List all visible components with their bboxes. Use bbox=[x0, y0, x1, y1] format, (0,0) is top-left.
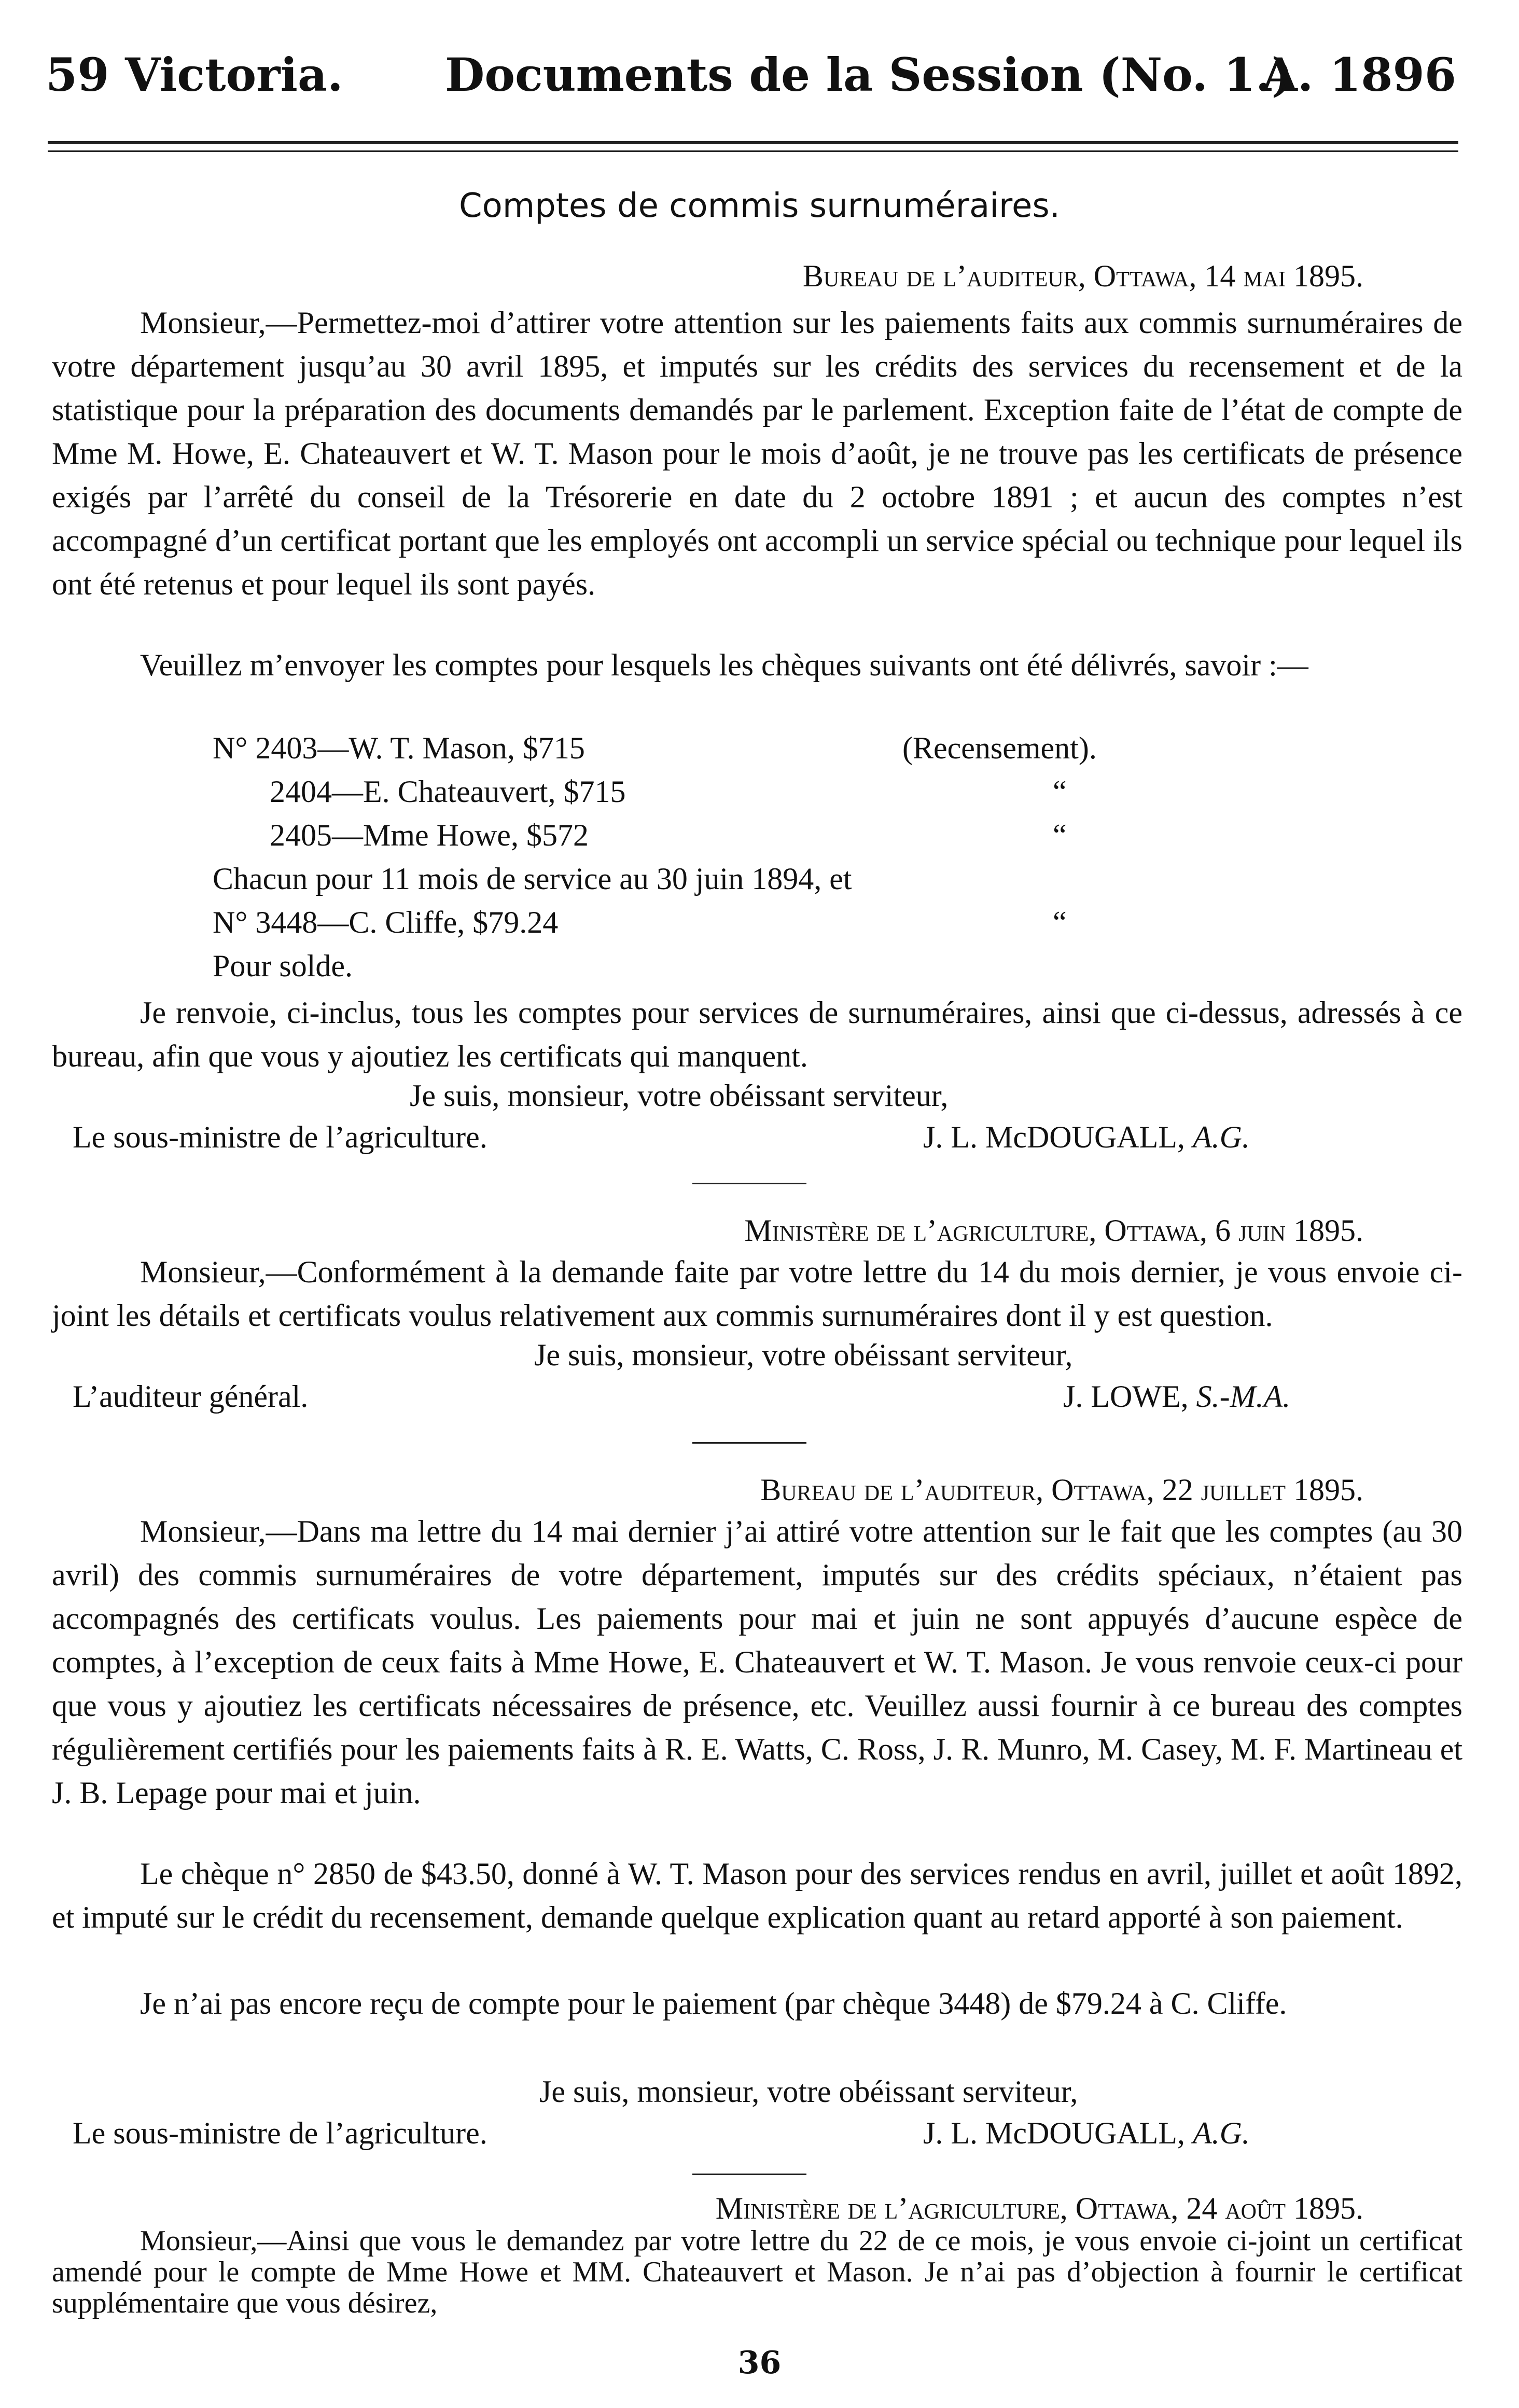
letter-1-signature bbox=[923, 1115, 1250, 1159]
signature-title: S.-M.A. bbox=[1196, 1379, 1291, 1414]
letter-2-signature bbox=[1063, 1375, 1290, 1418]
signature-name: J. LOWE, bbox=[1063, 1379, 1196, 1414]
letter-1-closing: Je suis, monsieur, votre obéissant serviteur, bbox=[410, 1078, 949, 1113]
signature-name: J. L. McDOUGALL, bbox=[923, 1120, 1193, 1154]
letter-2-closing: Je suis, monsieur, votre obéissant serviteur, bbox=[534, 1338, 1073, 1372]
cheque-line: Chacun pour 11 mois de service au 30 juin 1894, et bbox=[213, 862, 852, 896]
letter-1-paragraph-1: Monsieur,—Permettez-moi d’attirer votre attention sur les paiements faits aux commis surnuméraires de votre département jusqu’au 30 avril 1895, et imputés sur les crédits des services du recensement et de la statistique pour la préparation des documents demandés par le parlement. Exception faite de l’état de compte de Mme M. Howe, E. Chateauvert et W. T. Mason pour le mois d’août, je ne trouve pas les certificats de présence exigés par l’arrêté du conseil de la Trésorerie en date du 2 octobre 1891 ; et aucun des comptes n’est accompagné d’un certificat portant que les employés ont accompli un service spécial ou technique pour lequel ils ont été retenus et pour lequel ils sont payés. bbox=[52, 306, 1462, 601]
letter-3-dateline: Bureau de l’auditeur, Ottawa, 22 juillet 1895. bbox=[760, 1473, 1363, 1507]
letter-3-signature bbox=[923, 2111, 1250, 2155]
cheque-line: N° 3448—C. Cliffe, $79.24 bbox=[213, 905, 559, 939]
signature-title: A.G. bbox=[1192, 1120, 1250, 1154]
header-rule bbox=[48, 141, 1458, 144]
section-divider bbox=[692, 2174, 806, 2175]
cheque-line: Pour solde. bbox=[213, 949, 353, 983]
running-header bbox=[46, 48, 1456, 120]
letter-2-paragraph-1: Monsieur,—Conformément à la demande faite par votre lettre du 14 du mois dernier, je vous envoie ci-joint les détails et certificats voulus relativement aux commis surnuméraires dont il y est question. bbox=[52, 1255, 1462, 1333]
cheque-line: 2404—E. Chateauvert, $715 bbox=[270, 774, 626, 809]
letter-4-paragraph-1: Monsieur,—Ainsi que vous le demandez par votre lettre du 22 de ce mois, je vous envoie ci-joint un certificat amendé pour le compte de Mme Howe et MM. Chateauvert et Mason. Je n’ai pas d’objection à fournir le certificat supplémentaire que vous désirez, bbox=[52, 2225, 1462, 2319]
cheque-note: (Recensement). bbox=[902, 731, 1097, 765]
letter-3-paragraph-1: Monsieur,—Dans ma lettre du 14 mai dernier j’ai attiré votre attention sur le fait que les comptes (au 30 avril) des commis surnuméraires de votre département, imputés sur des crédits spéciaux, n’étaient pas accompagnés des certificats voulus. Les paiements pour mai et juin ne sont appuyés d’aucune espèce de comptes, à l’exception de ceux faits à Mme Howe, E. Chateauvert et W. T. Mason. Je vous renvoie ceux-ci pour que vous y ajoutiez les certificats nécessaires de présence, etc. Veuillez aussi fournir à ce bureau des comptes régulièrement certifiés pour les paiements faits à R. E. Watts, C. Ross, J. R. Munro, M. Casey, M. F. Martineau et J. B. Lepage pour mai et juin. bbox=[52, 1514, 1462, 1810]
header-volume: 59 Victoria. bbox=[46, 48, 343, 102]
letter-2-addressee: L’auditeur général. bbox=[73, 1379, 309, 1414]
section-divider bbox=[692, 1183, 806, 1184]
cheque-list bbox=[52, 726, 1462, 996]
header-year: A. 1896 bbox=[1262, 48, 1456, 102]
signature-title: A.G. bbox=[1192, 2116, 1250, 2150]
cheque-note: “ bbox=[1053, 905, 1067, 939]
letter-1-dateline: Bureau de l’auditeur, Ottawa, 14 mai 1895. bbox=[802, 259, 1363, 293]
letter-3-paragraph-2: Le chèque n° 2850 de $43.50, donné à W. T. Mason pour des services rendus en avril, juillet et août 1892, et imputé sur le crédit du recensement, demande quelque explication quant au retard apporté à son paiement. bbox=[52, 1857, 1462, 1934]
cheque-note: “ bbox=[1053, 818, 1067, 852]
cheque-line: 2405—Mme Howe, $572 bbox=[270, 818, 589, 852]
page-number: 36 bbox=[737, 2345, 782, 2381]
letter-2-dateline: Ministère de l’agriculture, Ottawa, 6 juin 1895. bbox=[744, 1213, 1363, 1248]
cheque-line: N° 2403—W. T. Mason, $715 bbox=[213, 731, 585, 765]
letter-1-paragraph-2: Veuillez m’envoyer les comptes pour lesquels les chèques suivants ont été délivrés, savoir :— bbox=[140, 648, 1308, 682]
letter-3-paragraph-3: Je n’ai pas encore reçu de compte pour le paiement (par chèque 3448) de $79.24 à C. Cliffe. bbox=[140, 1986, 1287, 2020]
letter-1-addressee: Le sous-ministre de l’agriculture. bbox=[73, 1120, 487, 1154]
header-rule-thin bbox=[48, 150, 1458, 152]
section-divider bbox=[692, 1442, 806, 1444]
letter-3-addressee: Le sous-ministre de l’agriculture. bbox=[73, 2116, 487, 2150]
header-session: Documents de la Session (No. 1.) bbox=[445, 48, 1293, 102]
letter-3-closing: Je suis, monsieur, votre obéissant serviteur, bbox=[539, 2074, 1078, 2109]
letter-4-dateline: Ministère de l’agriculture, Ottawa, 24 août 1895. bbox=[715, 2191, 1363, 2225]
signature-name: J. L. McDOUGALL, bbox=[923, 2116, 1193, 2150]
cheque-note: “ bbox=[1053, 774, 1067, 809]
letter-1-paragraph-3: Je renvoie, ci-inclus, tous les comptes pour services de surnuméraires, ainsi que ci-dessus, adressés à ce bureau, afin que vous y ajoutiez les certificats qui manquent. bbox=[52, 995, 1462, 1073]
page-title: Comptes de commis surnuméraires. bbox=[458, 187, 1061, 225]
